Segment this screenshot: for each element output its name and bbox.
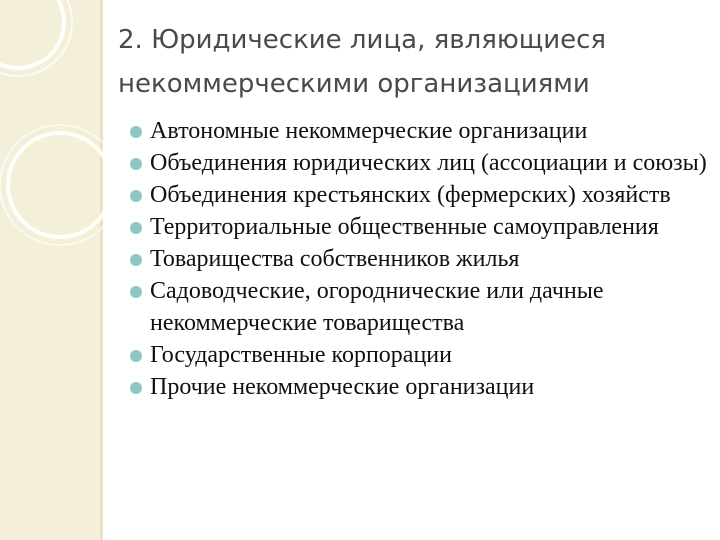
bullet-item bbox=[130, 339, 715, 371]
bullet-item bbox=[130, 147, 715, 179]
bullet-item bbox=[130, 275, 715, 339]
bullet-item bbox=[130, 115, 715, 147]
bullet-marker-icon bbox=[130, 350, 142, 362]
bullet-text: Объединения крестьянских (фермерских) хозяйств bbox=[150, 182, 671, 208]
bullet-item bbox=[130, 371, 715, 403]
bullet-text: Садоводческие, огороднические или дачные некоммерческие товарищества bbox=[150, 278, 604, 336]
bullet-list bbox=[130, 115, 715, 403]
decorative-circles-graphic bbox=[0, 0, 120, 260]
bullet-text: Государственные корпорации bbox=[150, 342, 452, 368]
bullet-item bbox=[130, 211, 715, 243]
bullet-marker-icon bbox=[130, 190, 142, 202]
bullet-text: Автономные некоммерческие организации bbox=[150, 118, 588, 144]
bullet-marker-icon bbox=[130, 126, 142, 138]
bullet-item bbox=[130, 243, 715, 275]
bullet-item bbox=[130, 179, 715, 211]
bullet-marker-icon bbox=[130, 158, 142, 170]
slide-title-line-2: некоммерческими организациями bbox=[118, 69, 590, 99]
bullet-marker-icon bbox=[130, 382, 142, 394]
slide-title-line-1: 2. Юридические лица, являющиеся bbox=[118, 25, 607, 55]
bullet-text: Территориальные общественные самоуправления bbox=[150, 214, 659, 240]
bullet-marker-icon bbox=[130, 222, 142, 234]
bullet-text: Товарищества собственников жилья bbox=[150, 246, 520, 272]
bullet-marker-icon bbox=[130, 254, 142, 266]
bullet-text: Объединения юридических лиц (ассоциации и союзы) bbox=[150, 150, 707, 176]
bullet-marker-icon bbox=[130, 286, 142, 298]
slide-title bbox=[118, 18, 708, 106]
bullet-text: Прочие некоммерческие организации bbox=[150, 374, 535, 400]
